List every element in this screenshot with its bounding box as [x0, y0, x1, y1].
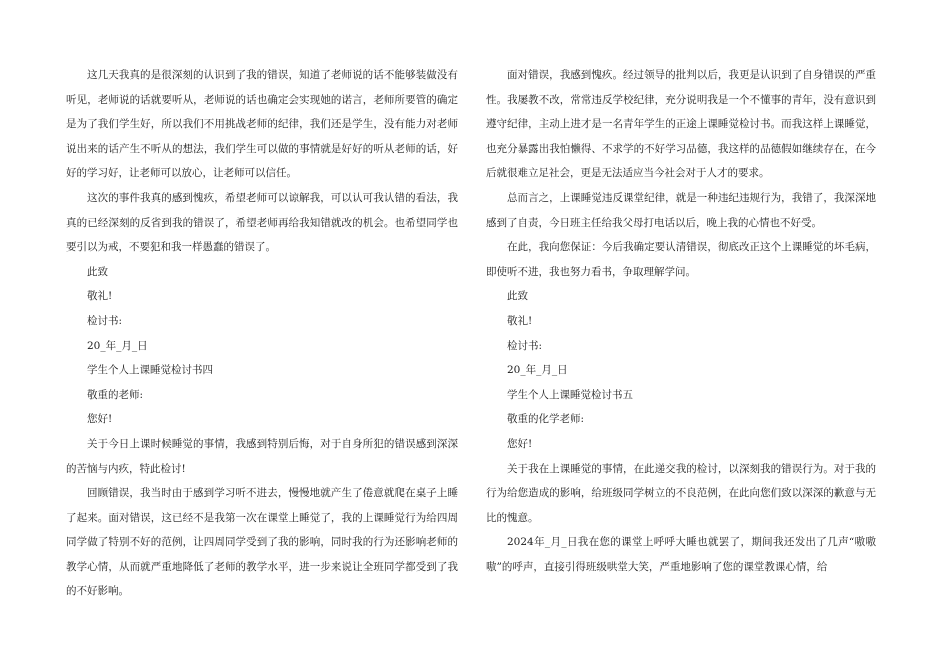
signature-label: 检讨书:: [507, 339, 543, 352]
paragraph: 这次的事件我真的感到愧疚，希望老师可以谅解我，可以认可我认错的看法，我真的已经深刻的反省到我的错误了，希望老师再给我知错就改的机会。也希望同学也要引以为戒，不要犯和我一样愚蠢的错误了。: [66, 191, 458, 254]
signature-label: 检讨书:: [87, 314, 123, 327]
paragraph: 这几天我真的是很深刻的认识到了我的错误，知道了老师说的话不能够装做没有听见，老师说的话就要听从，老师说的话也确定会实现她的诺言，老师所要管的确定是为了我们学生好，所以我们不用挑战老师的纪律，我们还是学生，没有能力对老师说出来的话产生不听从的想法，我们学生可以做的事情就是好好的听从老师的话，好好的学习好，让老师可以放心，让老师可以信任。: [66, 69, 458, 180]
paragraph: 在此，我向您保证：今后我确定要认清错误，彻底改正这个上课睡觉的坏毛病，即使听不进，我也努力看书，争取理解学问。: [486, 241, 876, 278]
paragraph: 关于今日上课时候睡觉的事情，我感到特别后悔，对于自身所犯的错误感到深深的苦恼与内疚，特此检讨!: [66, 437, 458, 475]
left-column: [66, 63, 458, 604]
date-line: 20_年_月_日: [87, 339, 148, 352]
date-line: 20_年_月_日: [507, 364, 568, 377]
closing-salutation: 此致: [87, 265, 108, 278]
greeting: 您好!: [507, 437, 533, 450]
closing-salutation: 此致: [507, 290, 528, 303]
right-column: [486, 63, 876, 579]
paragraph: 回顾错误，我当时由于感到学习听不进去，慢慢地就产生了倦意就爬在桌子上睡了起来。面对错误，这已经不是我第一次在课堂上睡觉了，我的上课睡觉行为给四周同学做了特别不好的范例，让四周同学受到了我的影响，同时我的行为还影响老师的教学心情，从而就严重地降低了老师的教学水平，进一步来说让全班同学都受到了我的不好影响。: [66, 487, 458, 598]
section-title: 学生个人上课睡觉检讨书五: [507, 388, 633, 401]
section-title: 学生个人上课睡觉检讨书四: [87, 364, 213, 377]
paragraph: 面对错误，我感到愧疚。经过领导的批判以后，我更是认识到了自身错误的严重性。我屡教不改，常常违反学校纪律，充分说明我是一个不懂事的青年，没有意识到遵守纪律，主动上进才是一名青年学生的正途上课睡觉检讨书。而我这样上课睡觉，也充分暴露出我怕懒得、不求学的不好学习品德，我这样的品德假如继续存在，在今后就很难立足社会，更是无法适应当今社会对于人才的要求。: [486, 69, 876, 180]
paragraph: 2024年_月_日我在您的课堂上呼呼大睡也就罢了，期间我还发出了几声“嗷嗷嗷”的呼声，直接引得班级哄堂大笑，严重地影响了您的课堂教课心情，给: [486, 536, 876, 573]
greeting-recipient: 敬重的化学老师:: [507, 413, 585, 426]
paragraph: 关于我在上课睡觉的事情，在此递交我的检讨，以深刻我的错误行为。对于我的行为给您造成的影响，给班级同学树立的不良范例，在此向您们致以深深的歉意与无比的愧意。: [486, 462, 876, 524]
closing-regards: 敬礼!: [507, 314, 533, 327]
greeting: 您好!: [87, 413, 113, 426]
greeting-recipient: 敬重的老师:: [87, 388, 144, 401]
paragraph: 总而言之，上课睡觉违反课堂纪律，就是一种违纪违规行为，我错了，我深深地感到了自责，今日班主任给我父母打电话以后，晚上我的心情也不好受。: [486, 191, 876, 229]
closing-regards: 敬礼!: [87, 290, 113, 303]
